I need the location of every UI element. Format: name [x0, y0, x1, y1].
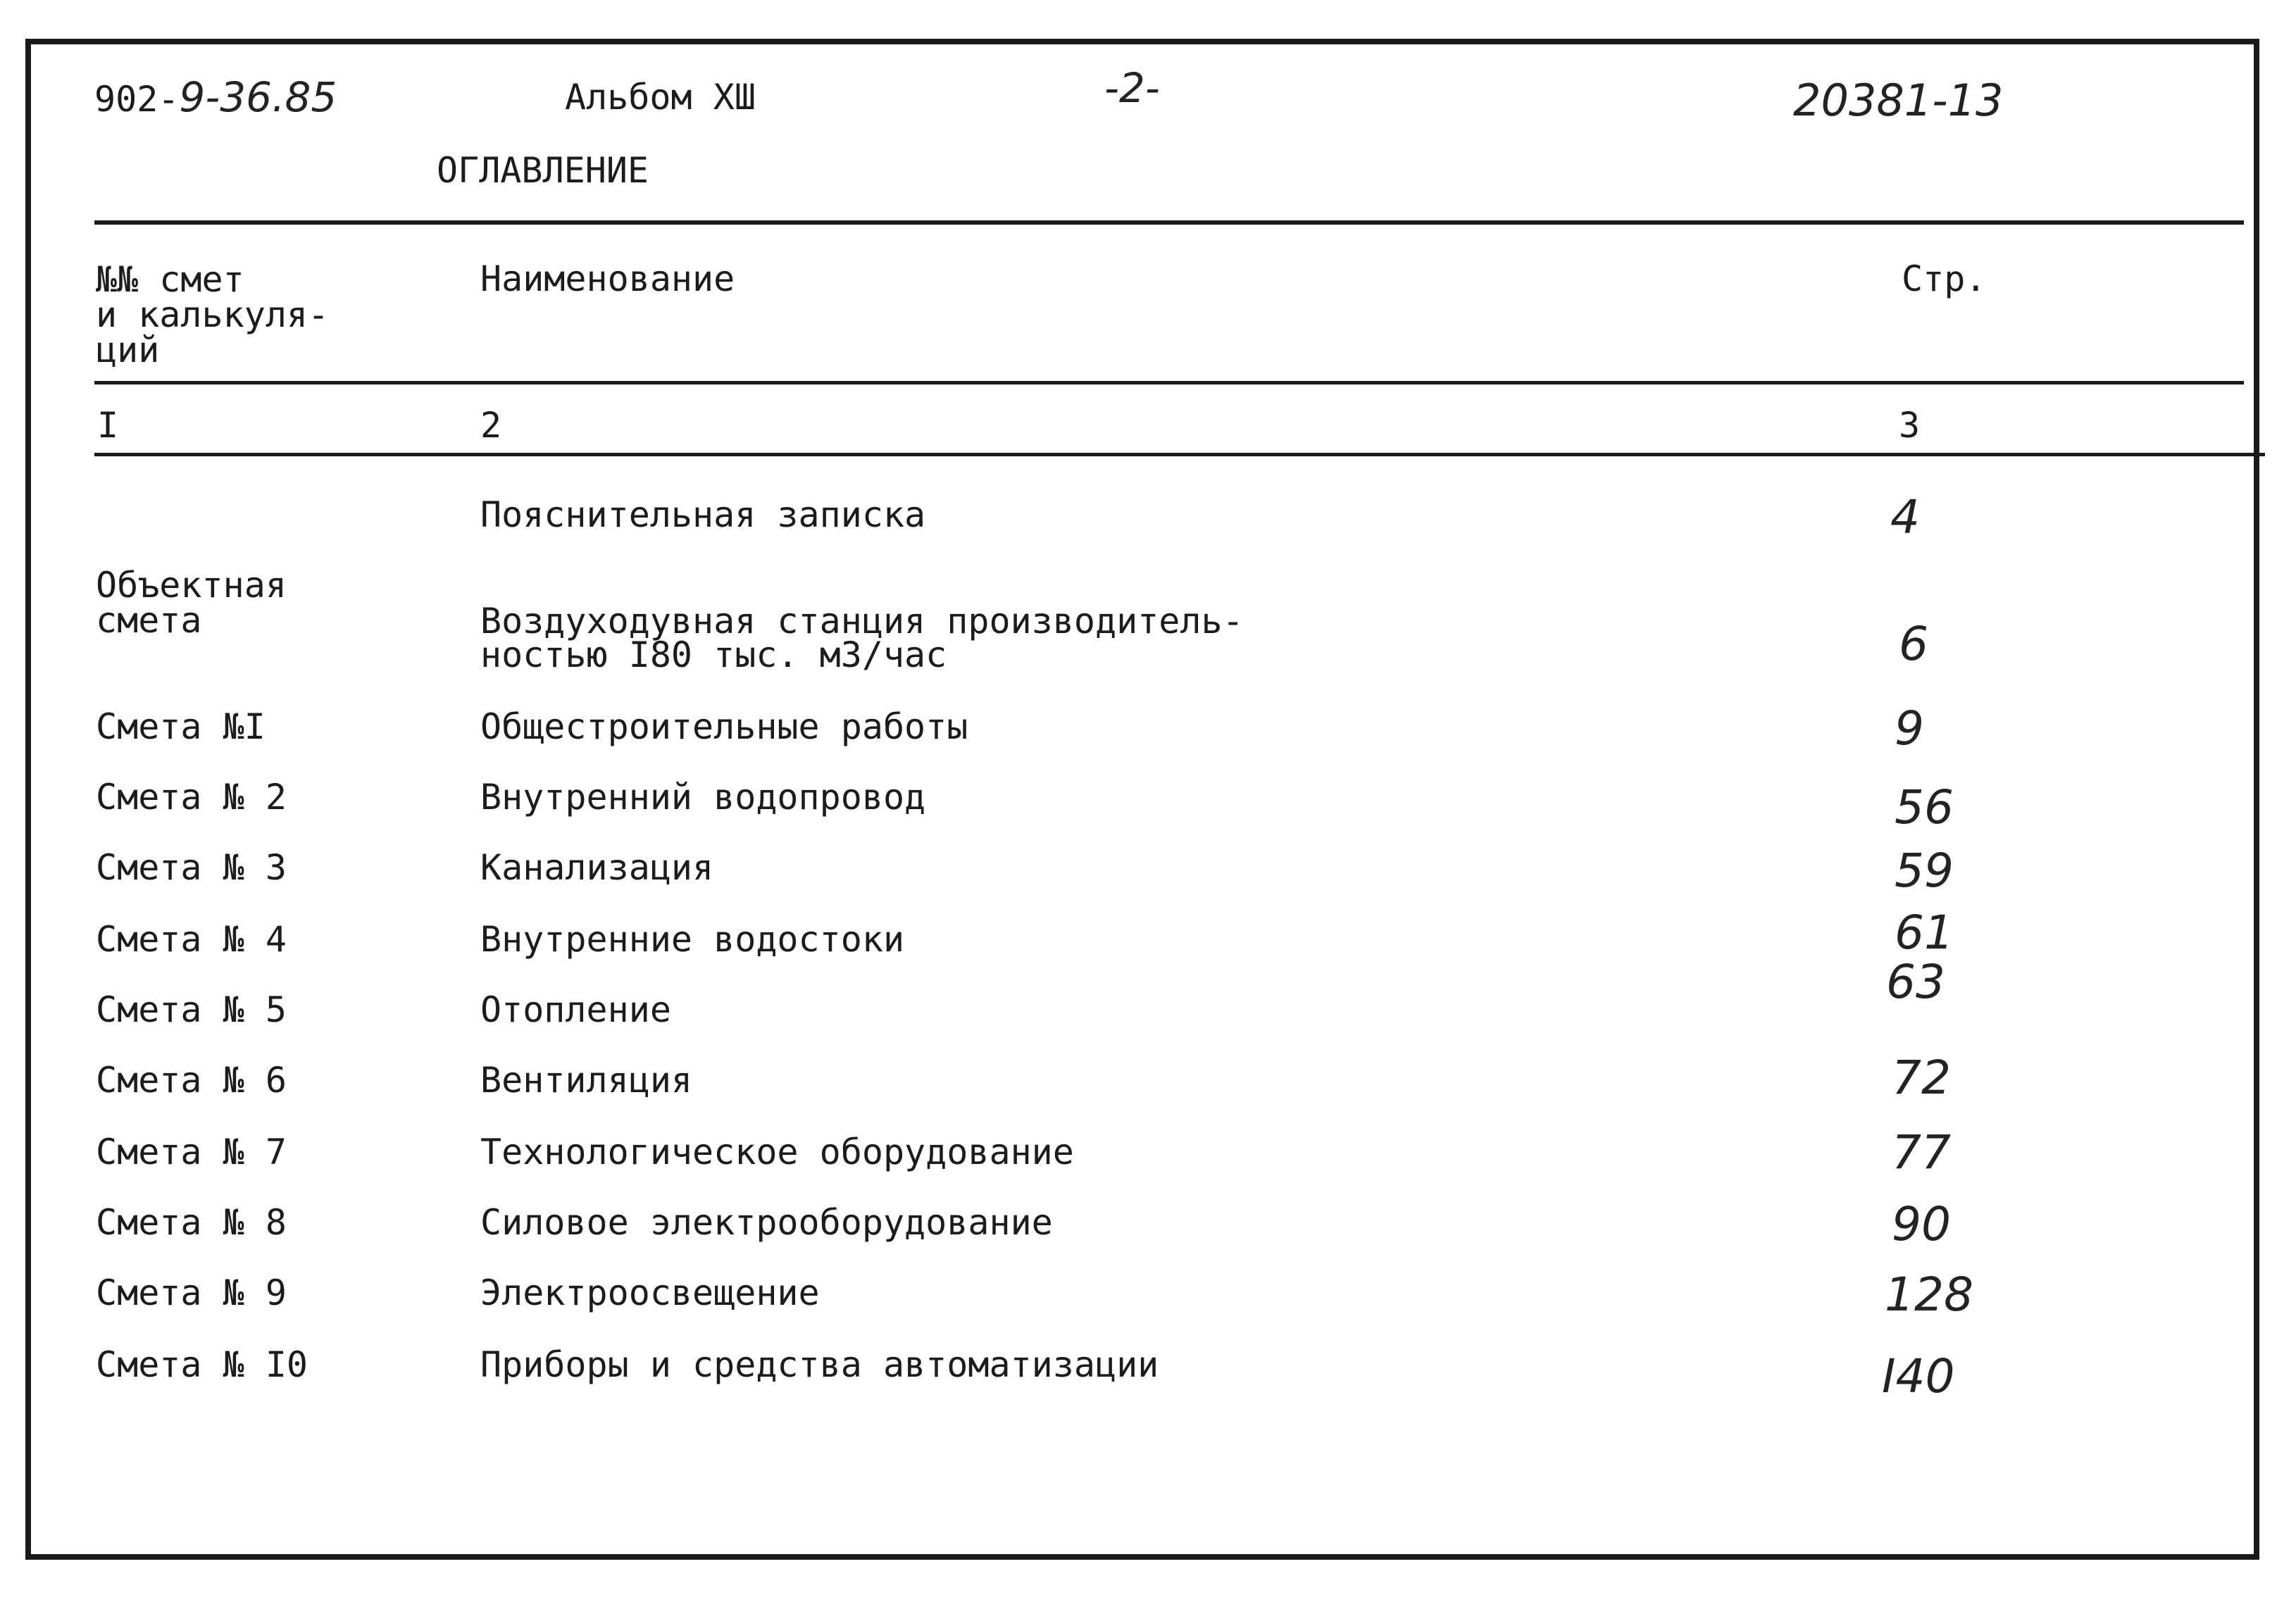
row-page: 56: [1895, 780, 1954, 834]
row-page: 77: [1892, 1125, 1951, 1179]
designation-code: [94, 73, 337, 121]
column-number-1: I: [97, 405, 119, 446]
row-ref: Объектная смета: [96, 565, 287, 641]
row-name: Внутренний водопровод: [480, 777, 926, 818]
row-ref: Смета № 9: [96, 1272, 287, 1313]
header-bottom-rule: [94, 381, 2244, 384]
row-name: Приборы и средства автоматизации: [480, 1344, 1159, 1385]
row-name: Общестроительные работы: [480, 706, 968, 747]
row-page: 59: [1895, 844, 1954, 898]
row-name: Воздуходувная станция производитель- ностью I80 тыс. м3/час: [480, 601, 1244, 675]
row-page: 128: [1885, 1268, 1973, 1322]
row-name: Электроосвещение: [480, 1272, 820, 1313]
document-number: 20381-13: [1793, 75, 2004, 126]
row-name: Внутренние водостоки: [480, 919, 905, 960]
row-page: 72: [1892, 1051, 1951, 1105]
row-ref: Смета № I0: [96, 1344, 308, 1385]
row-page: 9: [1895, 701, 1924, 756]
page-title: ОГЛАВЛЕНИЕ: [437, 150, 649, 191]
row-page: 6: [1899, 617, 1928, 671]
row-ref: Смета № 8: [96, 1202, 287, 1243]
row-ref: Смета № 4: [96, 919, 287, 960]
row-page: 63: [1886, 955, 1945, 1009]
designation-code-handwritten: 9-36.85: [179, 73, 337, 121]
row-name: Пояснительная записка: [480, 494, 926, 535]
row-page: 90: [1892, 1197, 1951, 1251]
row-page: 4: [1890, 490, 1920, 544]
row-ref: Смета № 6: [96, 1060, 287, 1101]
row-page: I40: [1882, 1349, 1955, 1403]
designation-code-typed: 902-: [94, 79, 180, 120]
column-header-page: Стр.: [1902, 258, 1987, 299]
row-ref: Смета № 2: [96, 777, 287, 818]
row-name: Силовое электрооборудование: [480, 1202, 1053, 1243]
column-header-ref: №№ смет и калькуля- ций: [96, 259, 330, 370]
row-name: Отопление: [480, 989, 671, 1030]
column-header-name: Наименование: [480, 258, 735, 299]
album-label: Альбом ХШ: [565, 77, 756, 118]
row-name: Технологическое оборудование: [480, 1132, 1074, 1172]
row-name: Канализация: [480, 847, 714, 888]
row-ref: Смета №I: [96, 706, 266, 747]
column-numbers-rule: [94, 453, 2265, 456]
page-number: -2-: [1104, 64, 1160, 112]
row-ref: Смета № 5: [96, 989, 287, 1030]
row-ref: Смета № 7: [96, 1132, 287, 1172]
row-page: 61: [1895, 906, 1954, 960]
column-number-2: 2: [480, 405, 502, 446]
row-ref: Смета № 3: [96, 847, 287, 888]
table-top-rule: [94, 220, 2244, 225]
row-name: Вентиляция: [480, 1060, 693, 1101]
column-number-3: 3: [1899, 405, 1921, 446]
